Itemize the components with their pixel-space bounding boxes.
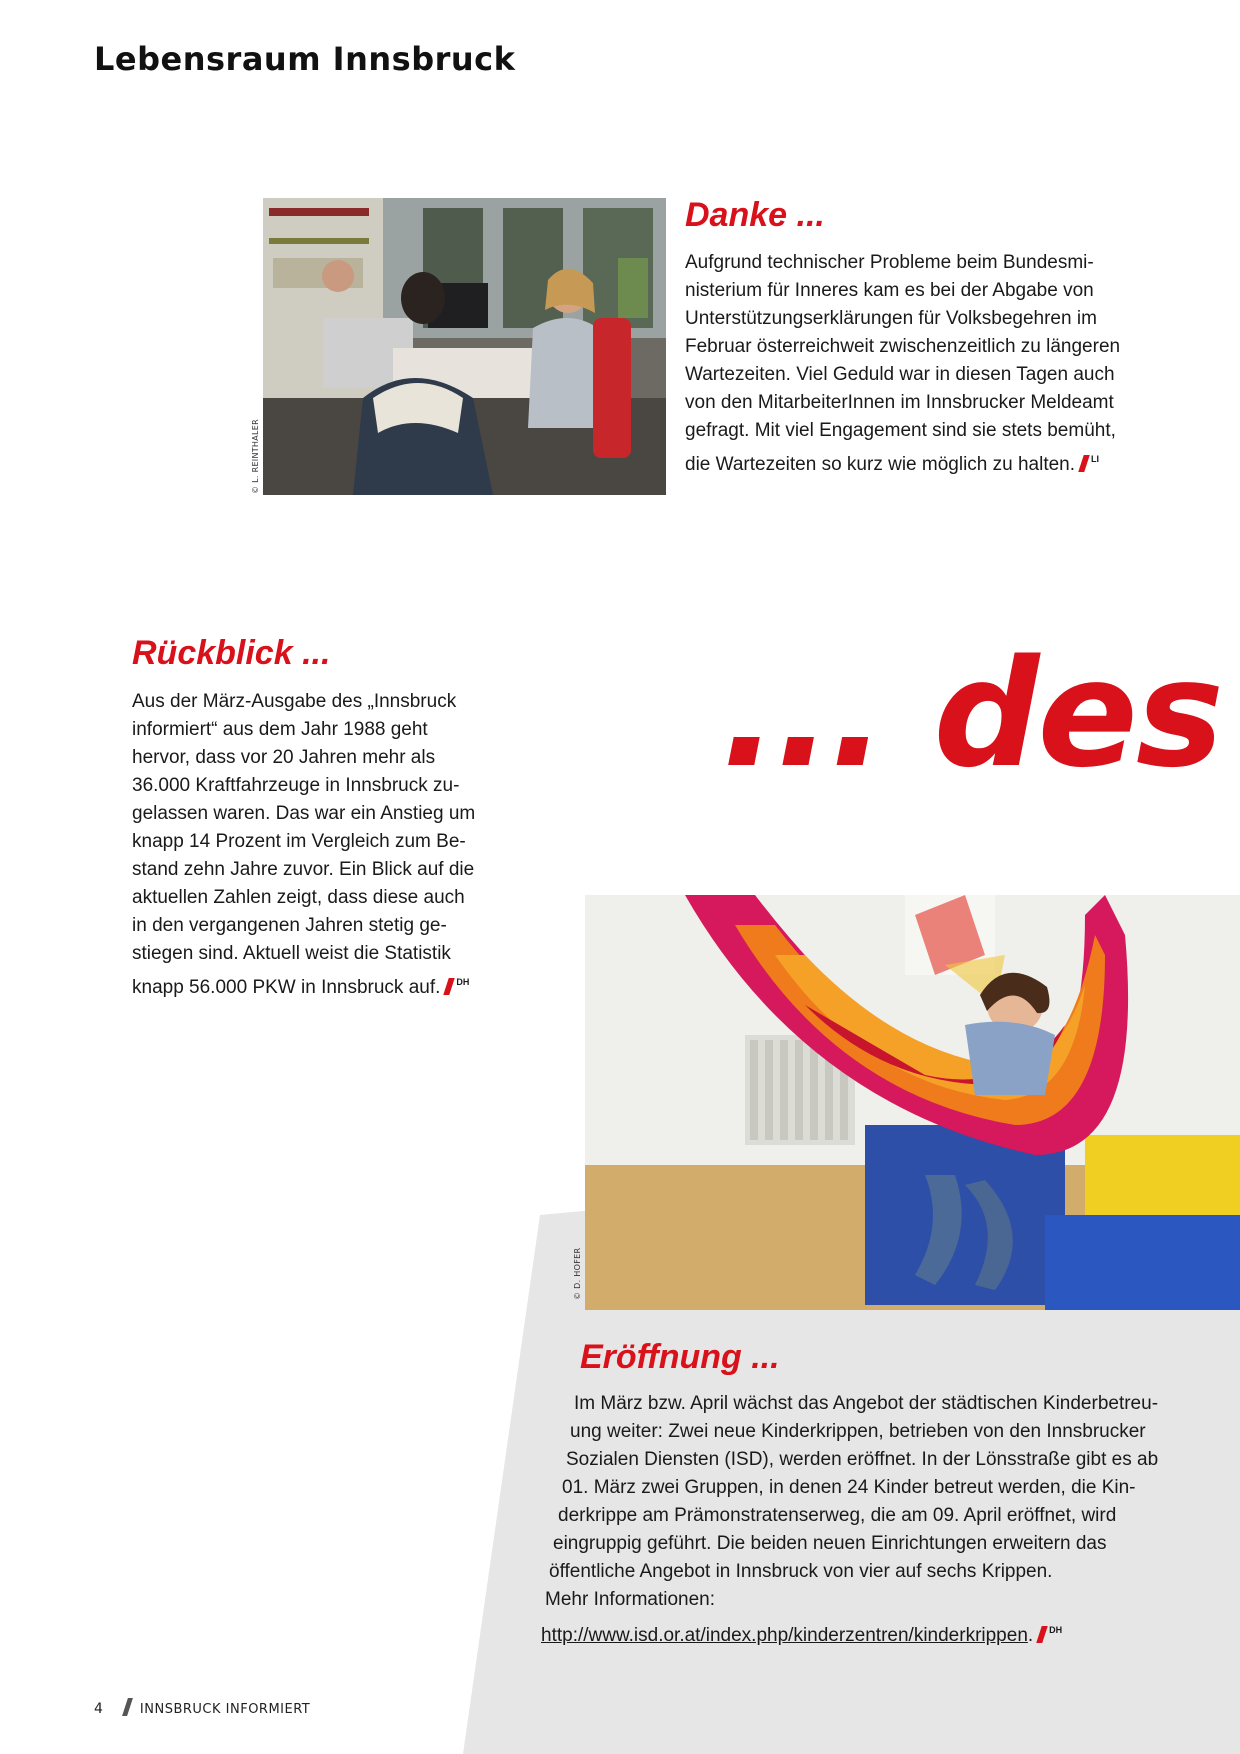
rueckblick-line: aktuellen Zahlen zeigt, dass diese auch (132, 887, 465, 908)
section-title: Lebensraum Innsbruck (94, 40, 516, 78)
danke-line: Februar österreichweit zwischenzeitlich zu längeren (685, 336, 1121, 357)
eroeffnung-line: Im März bzw. April wächst das Angebot der städtischen Kinderbetreu- (574, 1393, 1159, 1414)
danke-line: Wartezeiten. Viel Geduld war in diesen Tagen auch (685, 364, 1115, 385)
rueckblick-line: stand zehn Jahre zuvor. Ein Blick auf die (132, 859, 475, 880)
author-initials: DH (456, 977, 470, 987)
rueckblick-line: Aus der März-Ausgabe des „Innsbruck (132, 691, 457, 712)
eroeffnung-line: Mehr Informationen: (545, 1589, 716, 1610)
eroeffnung-heading: Eröffnung ... (580, 1338, 780, 1376)
eroeffnung-line: derkrippe am Prämonstratenserweg, die am 09. April eröffnet, wird (558, 1505, 1117, 1526)
rueckblick-heading: Rückblick ... (132, 634, 331, 672)
big-red-word: ... des (721, 628, 1222, 800)
rueckblick-body (132, 688, 492, 1002)
eroeffnung-line: 01. März zwei Gruppen, in denen 24 Kinder betreut werden, die Kin- (562, 1477, 1136, 1498)
publication-name: INNSBRUCK INFORMIERT (139, 1702, 311, 1717)
danke-body (685, 249, 1125, 479)
eroeffnung-line: öffentliche Angebot in Innsbruck von vier auf sechs Krippen. (549, 1561, 1053, 1582)
hammock-photo-credit: © D. HOFER (573, 1247, 582, 1300)
end-slash-icon (1036, 1626, 1048, 1643)
danke-heading: Danke ... (685, 196, 825, 234)
rueckblick-line: 36.000 Kraftfahrzeuge in Innsbruck zu- (132, 775, 460, 796)
author-initials: LI (1091, 454, 1100, 464)
link-suffix: . (1027, 1625, 1034, 1646)
danke-line: gefragt. Mit viel Engagement sind sie stets bemüht, (685, 420, 1116, 441)
danke-line: von den MitarbeiterInnen im Innsbrucker Meldeamt (685, 392, 1114, 413)
office-photo-credit: © L. REINTHALER (251, 419, 260, 494)
rueckblick-line: hervor, dass vor 20 Jahren mehr als (132, 747, 436, 768)
rueckblick-line: knapp 56.000 PKW in Innsbruck auf. (132, 977, 441, 998)
end-slash-icon (444, 978, 456, 995)
danke-line: nisterium für Inneres kam es bei der Abgabe von (685, 280, 1094, 301)
page-number: 4 (94, 1701, 103, 1717)
danke-line: Aufgrund technischer Probleme beim Bundesmi- (685, 252, 1094, 273)
eroeffnung-line: eingruppig geführt. Die beiden neuen Einrichtungen erweitern das (553, 1533, 1107, 1554)
rueckblick-line: in den vergangenen Jahren stetig ge- (132, 915, 447, 936)
eroeffnung-line: ung weiter: Zwei neue Kinderkrippen, betrieben von den Innsbrucker (570, 1421, 1146, 1442)
danke-line: die Wartezeiten so kurz wie möglich zu halten. (685, 454, 1076, 475)
eroeffnung-line: Sozialen Diensten (ISD), werden eröffnet. In der Lönsstraße gibt es ab (566, 1449, 1159, 1470)
footer (94, 1698, 310, 1717)
kinderkrippen-link[interactable]: http://www.isd.or.at/index.php/kinderzentren/kinderkrippen (541, 1625, 1028, 1646)
hammock-photo (585, 895, 1240, 1310)
rueckblick-line: gelassen waren. Das war ein Anstieg um (132, 803, 476, 824)
rueckblick-line: stiegen sind. Aktuell weist die Statistik (132, 943, 451, 964)
rueckblick-line: knapp 14 Prozent im Vergleich zum Be- (132, 831, 466, 852)
author-initials: DH (1049, 1625, 1063, 1635)
danke-line: Unterstützungserklärungen für Volksbegehren im (685, 308, 1097, 329)
office-photo (263, 198, 666, 495)
end-slash-icon (1078, 455, 1090, 472)
footer-slash-icon (122, 1698, 133, 1716)
rueckblick-line: informiert“ aus dem Jahr 1988 geht (132, 719, 428, 740)
